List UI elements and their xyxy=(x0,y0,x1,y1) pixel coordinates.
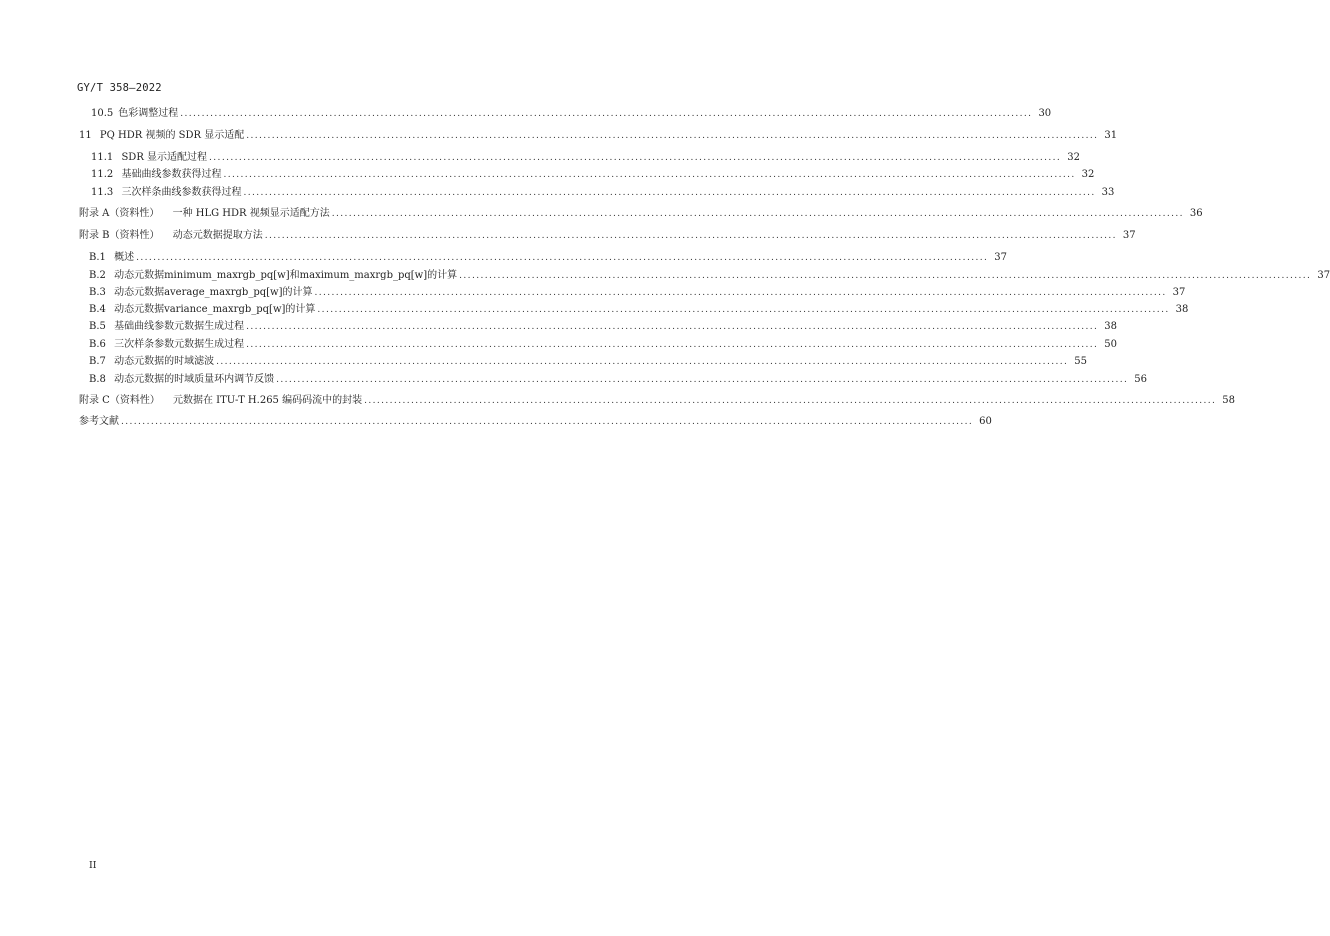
toc-entry[interactable] xyxy=(0,128,1118,144)
toc-leader-dots: ........................................................................................................................................................................................................ xyxy=(331,209,1184,219)
toc-entry[interactable] xyxy=(0,302,1189,318)
toc-entry-page: 38 xyxy=(1104,321,1117,332)
toc-entry[interactable] xyxy=(0,372,1147,388)
toc-entry-page: 30 xyxy=(1038,108,1052,119)
toc-leader-dots: ........................................................................................................................................................................................................ xyxy=(209,153,1062,163)
toc-entry[interactable] xyxy=(0,167,1095,183)
toc-entry-page: 60 xyxy=(979,416,992,427)
toc-entry-title: B.5 基础曲线参数元数据生成过程 xyxy=(89,321,245,332)
toc-entry-title: B.8 动态元数据的时域质量环内调节反馈 xyxy=(89,374,275,385)
toc-entry-page: 50 xyxy=(1104,339,1117,350)
toc-entry[interactable] xyxy=(0,250,1007,266)
toc-leader-dots: ........................................................................................................................................................................................................ xyxy=(276,375,1129,385)
toc-entry-title: B.1 概述 xyxy=(89,252,135,263)
toc-entry[interactable] xyxy=(0,285,1186,301)
toc-entry-page: 33 xyxy=(1101,187,1115,198)
toc-entry-title: 11.1 SDR 显示适配过程 xyxy=(91,152,208,163)
toc-entry-title: B.6 三次样条参数元数据生成过程 xyxy=(89,339,245,350)
toc-entry-title: B.4 动态元数据variance_maxrgb_pq[w]的计算 xyxy=(89,304,316,315)
toc-entry-page: 37 xyxy=(1122,230,1136,241)
page-number-roman: II xyxy=(89,860,97,871)
toc-entry-title: 10.5 色彩调整过程 xyxy=(91,108,179,119)
toc-leader-dots: ........................................................................................................................................................................................................ xyxy=(246,322,1099,332)
toc-entry[interactable] xyxy=(0,185,1115,201)
toc-leader-dots: ........................................................................................................................................................................................................ xyxy=(216,357,1069,367)
toc-leader-dots: ........................................................................................................................................................................................................ xyxy=(180,109,1033,119)
toc-leader-dots: ........................................................................................................................................................................................................ xyxy=(459,271,1312,281)
toc-entry-title: 附录 A（资料性） 一种 HLG HDR 视频显示适配方法 xyxy=(79,208,330,219)
toc-entry[interactable] xyxy=(0,150,1080,166)
toc-entry-title: B.3 动态元数据average_maxrgb_pq[w]的计算 xyxy=(89,287,313,298)
toc-entry[interactable] xyxy=(0,319,1117,335)
toc-leader-dots: ........................................................................................................................................................................................................ xyxy=(364,396,1217,406)
toc-entry[interactable] xyxy=(0,393,1236,409)
toc-entry-page: 37 xyxy=(1317,270,1330,281)
toc-entry-title: 11.3 三次样条曲线参数获得过程 xyxy=(91,187,242,198)
toc-entry-page: 58 xyxy=(1222,395,1236,406)
toc-leader-dots: ........................................................................................................................................................................................................ xyxy=(314,288,1167,298)
toc-leader-dots: ........................................................................................................................................................................................................ xyxy=(317,305,1170,315)
toc-entry-page: 38 xyxy=(1175,304,1189,315)
toc-entry-page: 32 xyxy=(1081,169,1095,180)
toc-entry[interactable] xyxy=(0,354,1087,370)
toc-leader-dots: ........................................................................................................................................................................................................ xyxy=(264,231,1117,241)
toc-leader-dots: ........................................................................................................................................................................................................ xyxy=(223,170,1076,180)
toc-entry-page: 37 xyxy=(994,252,1007,263)
toc-entry-title: 11.2 基础曲线参数获得过程 xyxy=(91,169,222,180)
toc-entry[interactable] xyxy=(0,106,1052,122)
toc-entry-page: 36 xyxy=(1189,208,1203,219)
toc-leader-dots: ........................................................................................................................................................................................................ xyxy=(136,253,989,263)
toc-entry[interactable] xyxy=(0,268,1330,284)
document-id: GY/T 358—2022 xyxy=(77,82,162,94)
toc-entry-page: 55 xyxy=(1074,356,1087,367)
toc-entry-page: 56 xyxy=(1134,374,1147,385)
toc-entry-title: 附录 B（资料性） 动态元数据提取方法 xyxy=(79,230,263,241)
toc-leader-dots: ........................................................................................................................................................................................................ xyxy=(121,417,974,427)
toc-entry[interactable] xyxy=(0,337,1117,353)
toc-leader-dots: ........................................................................................................................................................................................................ xyxy=(246,340,1099,350)
toc-entry-title: B.2 动态元数据minimum_maxrgb_pq[w]和maximum_maxrgb_pq[w]的计算 xyxy=(89,270,458,281)
toc-leader-dots: ........................................................................................................................................................................................................ xyxy=(243,188,1096,198)
toc-leader-dots: ........................................................................................................................................................................................................ xyxy=(246,131,1099,141)
toc-entry-title: 11 PQ HDR 视频的 SDR 显示适配 xyxy=(79,130,245,141)
toc-entry-title: B.7 动态元数据的时域滤波 xyxy=(89,356,215,367)
toc-entry-title: 附录 C（资料性） 元数据在 ITU-T H.265 编码码流中的封装 xyxy=(79,395,363,406)
toc-entry-page: 32 xyxy=(1067,152,1080,163)
toc-entry[interactable] xyxy=(0,228,1136,244)
toc-entry[interactable] xyxy=(0,414,992,430)
toc-entry-page: 37 xyxy=(1172,287,1186,298)
toc-entry[interactable] xyxy=(0,206,1203,222)
toc-entry-page: 31 xyxy=(1104,130,1118,141)
toc-entry-title: 参考文献 xyxy=(79,416,119,427)
